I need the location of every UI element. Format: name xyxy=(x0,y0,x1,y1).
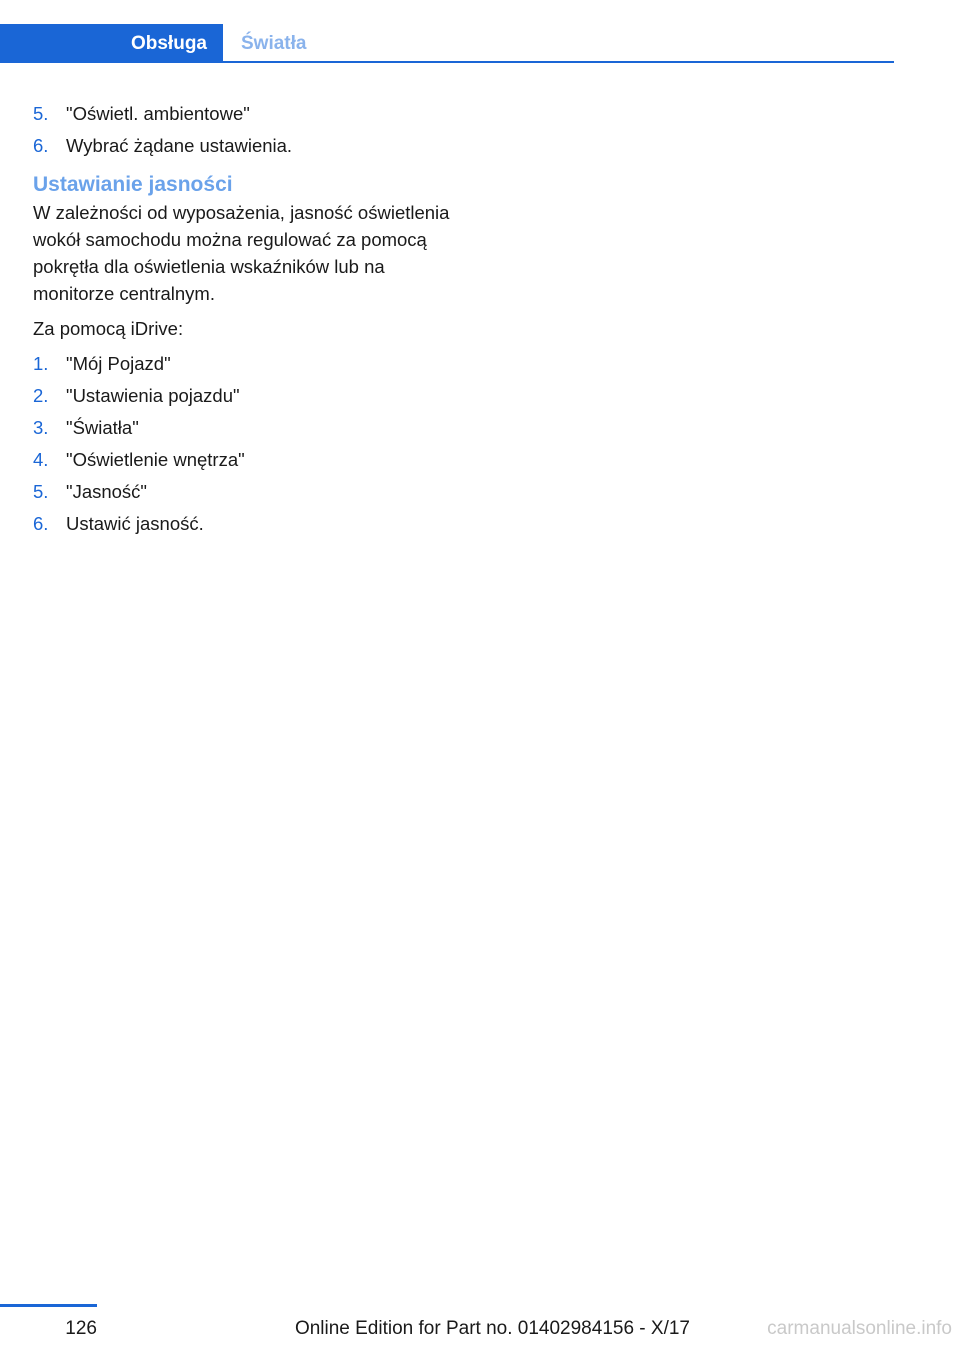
list-item xyxy=(33,446,453,473)
watermark: carmanualsonline.info xyxy=(767,1318,952,1339)
list-item-text: "Mój Pojazd" xyxy=(66,353,171,374)
section-paragraph: W zależności od wyposażenia, jasność oświetlenia wokół samochodu można regulować za pomocą pokrętła dla oświetlenia wskaźników lub na monitorze centralnym. xyxy=(33,202,450,304)
page-header xyxy=(0,24,894,61)
list-item-number: 6. xyxy=(33,513,49,534)
footer-divider xyxy=(0,1304,97,1307)
list-item-number: 2. xyxy=(33,385,49,406)
list-item xyxy=(33,414,453,441)
list-item-number: 5. xyxy=(33,103,49,124)
header-subsection-tab: Światła xyxy=(241,33,307,54)
list-item-text: "Oświetlenie wnętrza" xyxy=(66,449,245,470)
page-number: 126 xyxy=(65,1318,97,1339)
list-item-text: "Jasność" xyxy=(66,481,148,502)
list-item-number: 5. xyxy=(33,481,49,502)
idrive-steps-list xyxy=(33,350,453,537)
main-content xyxy=(33,100,453,542)
list-item xyxy=(33,478,453,505)
list-item-number: 6. xyxy=(33,135,49,156)
idrive-intro: Za pomocą iDrive: xyxy=(33,318,184,339)
footer-edition: Online Edition for Part no. 01402984156 - X/17 xyxy=(294,1318,690,1339)
list-item-text: Ustawić jasność. xyxy=(66,513,204,534)
list-item-text: "Ustawienia pojazdu" xyxy=(66,385,240,406)
top-list xyxy=(33,100,453,159)
header-section-tab: Obsługa xyxy=(0,24,223,63)
list-item-text: "Oświetl. ambientowe" xyxy=(66,103,250,124)
section-title: Ustawianie jasności xyxy=(33,173,233,196)
list-item-number: 3. xyxy=(33,417,49,438)
list-item xyxy=(33,100,453,127)
list-item-number: 4. xyxy=(33,449,49,470)
list-item xyxy=(33,382,453,409)
list-item-text: Wybrać żądane ustawienia. xyxy=(66,135,293,156)
list-item xyxy=(33,132,453,159)
list-item-text: "Światła" xyxy=(66,417,139,438)
list-item-number: 1. xyxy=(33,353,49,374)
list-item xyxy=(33,350,453,377)
header-divider xyxy=(0,61,894,63)
list-item xyxy=(33,510,453,537)
